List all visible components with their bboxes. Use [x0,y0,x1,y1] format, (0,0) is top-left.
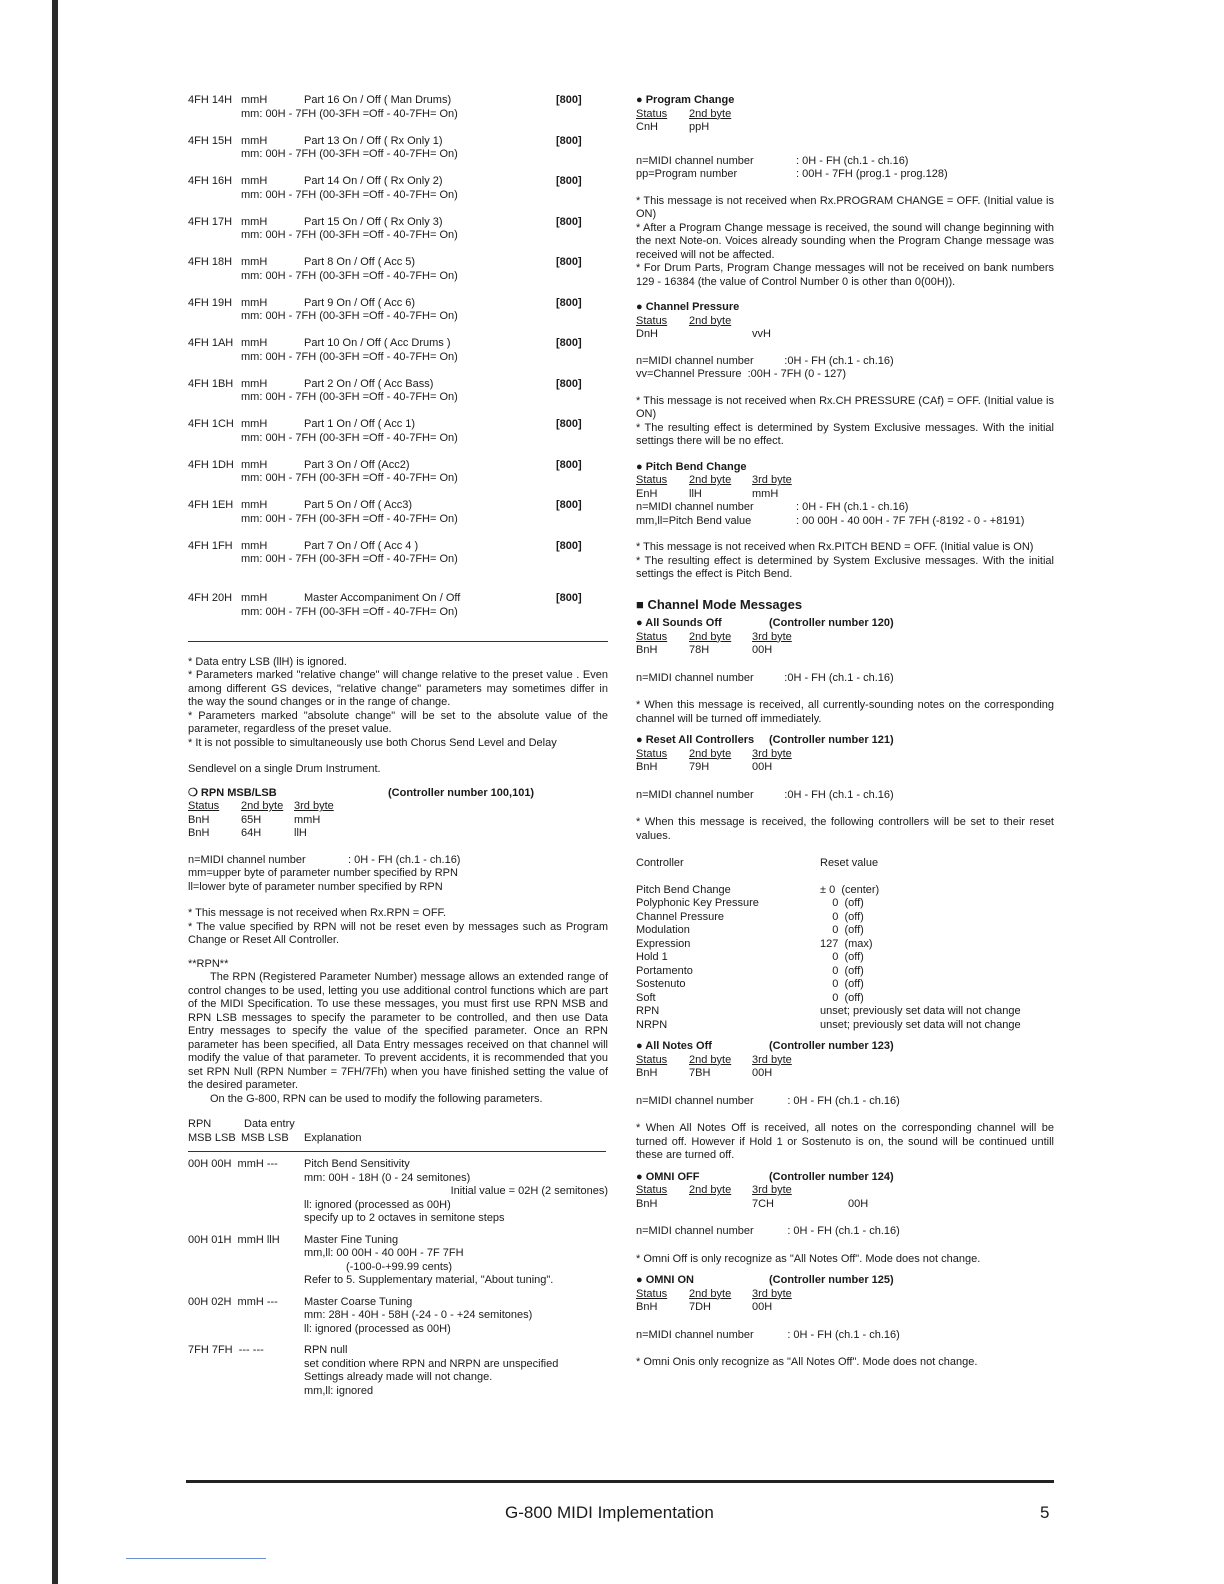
def-line: n=MIDI channel number :0H - FH (ch.1 - ch.16) [636,671,894,684]
rpn-address: 00H 00H mmH --- [188,1158,278,1170]
explanation-line: Master Coarse Tuning [304,1295,413,1308]
left-column [188,94,608,1406]
mode-controller: (Controller number 125) [769,1274,894,1286]
value-mm: mmH [241,418,268,430]
def-val: : 0H - FH (ch.1 - ch.16) [796,501,909,513]
def-line: vv=Channel Pressure :00H - 7FH (0 - 127) [636,368,847,380]
rpn-paragraph2: On the G-800, RPN can be used to modify the following parameters. [210,1092,543,1105]
cell: BnH [636,1301,658,1313]
part-row [188,297,608,338]
note: * The resulting effect is determined by System Exclusive messages. With the initial settings the effect is Pitch Bend. [636,554,1054,580]
explanation-line: RPN null [304,1344,348,1356]
page-number: 5 [1040,1503,1050,1522]
model-ref: [800] [556,175,582,187]
model-ref: [800] [556,418,582,430]
address: 4FH 16H [188,175,233,187]
hdr: Status [636,747,668,760]
mode-title: ● Reset All Controllers [636,734,755,746]
hdr: 2nd byte [689,1053,732,1066]
th: MSB LSB [241,1131,289,1144]
note: * When this message is received, the following controllers will be set to their reset values. [636,816,1054,842]
range: mm: 00H - 7FH (00-3FH =Off - 40-7FH= On) [241,269,458,282]
value-mm: mmH [241,337,268,349]
address: 4FH 18H [188,256,233,268]
mode-controller: (Controller number 124) [769,1170,894,1183]
cell: DnH [636,328,659,340]
model-ref: [800] [556,337,582,349]
controller-name: Soft [636,991,656,1004]
explanation-line: mm,ll: ignored [304,1384,374,1397]
part-name: Part 16 On / Off ( Man Drums) [304,94,452,106]
explanation-line: Master Fine Tuning [304,1233,399,1246]
value-mm: mmH [241,592,268,604]
cell: 00H [848,1197,869,1210]
model-ref: [800] [556,256,582,268]
hdr-2nd: 2nd byte [241,800,284,812]
rpn-row [188,1344,608,1398]
rpn-head: **RPN** [188,957,229,970]
address: 4FH 14H [188,94,233,106]
mode-controller: (Controller number 120) [769,617,894,629]
part-row [188,418,608,459]
explanation-line: Settings already made will not change. [304,1371,493,1383]
value-mm: mmH [241,458,268,471]
address: 4FH 1CH [188,418,234,430]
program-change-title: ● Program Change [636,94,735,106]
range: mm: 00H - 7FH (00-3FH =Off - 40-7FH= On) [241,553,458,565]
cell: 78H [689,644,710,656]
model-ref: [800] [556,592,582,604]
range: mm: 00H - 7FH (00-3FH =Off - 40-7FH= On) [241,188,458,201]
rpn-row [188,1296,608,1337]
cell: ppH [689,121,710,133]
reset-value: 0 (off) [820,897,864,909]
note: * This message is not received when Rx.CH PRESSURE (CAf) = OFF. (Initial value is ON) [636,394,1054,420]
mode-block-rac [636,734,1054,1032]
rpn-explanation [304,1234,608,1288]
def-line: mm=upper byte of parameter number specified by RPN [188,867,458,879]
rpn-section [188,787,608,1399]
explanation-line: mm: 00H - 18H (0 - 24 semitones) [304,1171,471,1184]
part-row [188,378,608,419]
th: Reset value [820,857,879,869]
address: 4FH 17H [188,215,233,228]
explanation-line: ll: ignored (processed as 00H) [304,1198,451,1211]
note: * The resulting effect is determined by System Exclusive messages. With the initial settings there will be no effect. [636,421,1054,447]
cell: vvH [752,328,771,340]
cell: BnH [636,644,658,656]
cell: CnH [636,121,659,133]
cell: mmH [294,813,321,826]
address: 4FH 1DH [188,458,234,471]
part-row [188,94,608,135]
range: mm: 00H - 7FH (00-3FH =Off - 40-7FH= On) [241,148,458,160]
hdr: 2nd byte [689,747,732,760]
reset-value: 0 (off) [820,964,864,977]
reset-value: 0 (off) [820,991,864,1004]
part-row [188,256,608,297]
part-name: Master Accompaniment On / Off [304,592,461,604]
hdr: Status [636,474,668,486]
rpn-explanation [304,1296,608,1337]
part-name: Part 9 On / Off ( Acc 6) [304,296,416,309]
note: * Parameters marked "absolute change" will be set to the absolute value of the parameter, regardless of the preset value. [188,709,608,735]
mode-block-omnioff [636,1171,1054,1267]
def-line: n=MIDI channel number : 0H - FH (ch.1 - ch.16) [636,1225,900,1237]
hdr: 3rd byte [752,474,792,486]
mode-title: ● All Sounds Off [636,617,722,629]
explanation-line: mm,ll: 00 00H - 40 00H - 7F 7FH [304,1247,464,1259]
hdr: Status [636,1184,668,1196]
note: * Parameters marked "relative change" will change relative to the preset value . Even among different GS devices, "relative change" parameters may sometimes differ in the way the sound changes or in the range of change. [188,669,608,708]
mode-title: ● All Notes Off [636,1040,712,1052]
range: mm: 00H - 7FH (00-3FH =Off - 40-7FH= On) [241,391,458,403]
part-row [188,175,608,216]
rpn-explanation [304,1344,608,1398]
reset-value: 0 (off) [820,924,864,936]
divider [188,641,608,642]
explanation-line: set condition where RPN and NRPN are unspecified [304,1357,559,1370]
controller-name: NRPN [636,1018,668,1031]
note: * Omni Onis only recognize as "All Notes Off". Mode does not change. [636,1356,978,1368]
part-list [188,94,608,633]
mode-block-omnion [636,1274,1054,1370]
def-key: pp=Program number [636,168,738,180]
model-ref: [800] [556,134,582,147]
value-mm: mmH [241,134,268,147]
part-name: Part 1 On / Off ( Acc 1) [304,418,416,430]
mode-title: ● OMNI OFF [636,1170,700,1183]
th: Data entry [244,1118,295,1130]
def-line: n=MIDI channel number :0H - FH (ch.1 - ch.16) [636,354,894,367]
controller-name: Expression [636,937,691,950]
part-name: Part 14 On / Off ( Rx Only 2) [304,175,443,187]
controller-name: Hold 1 [636,951,668,963]
mode-blocks [636,617,1054,1370]
note: * Omni Off is only recognize as "All Notes Off". Mode does not change. [636,1252,981,1265]
mode-controller: (Controller number 123) [769,1040,894,1052]
th: MSB LSB [188,1131,236,1144]
hdr: 3rd byte [752,1184,792,1196]
model-ref: [800] [556,539,582,552]
value-mm: mmH [241,296,268,309]
def-line: n=MIDI channel number : 0H - FH (ch.1 - ch.16) [636,1328,900,1341]
hdr: Status [636,630,668,643]
note: * Data entry LSB (llH) is ignored. [188,655,347,668]
value-mm: mmH [241,377,268,390]
note: * This message is not received when Rx.PITCH BEND = OFF. (Initial value is ON) [636,541,1034,553]
address: 4FH 1FH [188,539,233,552]
rpn-paragraph: The RPN (Registered Parameter Number) message allows an extended range of control changes to be used, letting you use additional control functions which are part of the MIDI Specification. To use these messages, you must first use RPN MSB and RPN LSB messages to specify the parameter to be controlled, and then use Data Entry messages to specify the value of the specified parameter. Once an RPN parameter has been specified, all Data Entry messages received on that channel will modify the value of that parameter. To prevent accidents, it is recommended that you set RPN Null (RPN Number = 7FH/7Fh) when you have finished setting the value of the desired parameter. [188,971,608,1091]
hdr: Status [636,314,668,327]
cell: 7DH [689,1301,712,1313]
th: Controller [636,857,684,869]
cell: 00H [752,644,773,656]
cell: BnH [636,1067,658,1079]
controller-name: Polyphonic Key Pressure [636,897,759,909]
note: * When All Notes Off is received, all notes on the corresponding channel will be turned off. However if Hold 1 or Sostenuto is on, the sound will be continued untill these are turned off. [636,1122,1054,1161]
value-mm: mmH [241,94,268,106]
cell: llH [294,827,307,839]
rpn-row [188,1158,608,1226]
th: Explanation [304,1131,362,1144]
explanation-line: mm: 28H - 40H - 58H (-24 - 0 - +24 semitones) [304,1309,533,1321]
scan-edge [52,0,58,1584]
def-key: n=MIDI channel number [636,501,754,513]
def-key: n=MIDI channel number [188,853,306,866]
cell: 00H [752,1067,773,1079]
part-name: Part 15 On / Off ( Rx Only 3) [304,215,443,228]
rpn-row [188,1234,608,1288]
reset-value: 127 (max) [820,937,873,950]
hdr: Status [636,1053,668,1066]
address: 4FH 1AH [188,337,234,349]
part-row [188,337,608,378]
part-row [188,540,608,581]
range: mm: 00H - 7FH (00-3FH =Off - 40-7FH= On) [241,431,458,444]
hdr: 3rd byte [752,630,792,643]
def-line: n=MIDI channel number : 0H - FH (ch.1 - ch.16) [636,1094,900,1107]
rpn-controller: (Controller number 100,101) [388,786,535,799]
value-mm: mmH [241,215,268,228]
explanation-line: Refer to 5. Supplementary material, "About tuning". [304,1274,554,1286]
cell: 00H [752,761,773,773]
def-val: : 00 00H - 40 00H - 7F 7FH (-8192 - 0 - +8191) [796,514,1025,527]
note: * The value specified by RPN will not be reset even by messages such as Program Change or Reset All Controller. [188,920,608,946]
range: mm: 00H - 7FH (00-3FH =Off - 40-7FH= On) [241,472,458,484]
cell: 79H [689,761,710,773]
def-key: mm,ll=Pitch Bend value [636,514,752,527]
cell: BnH [636,1197,658,1210]
model-ref: [800] [556,215,582,228]
def-val: : 00H - 7FH (prog.1 - prog.128) [796,168,948,180]
notes [188,656,608,777]
part-name: Part 8 On / Off ( Acc 5) [304,256,416,268]
mode-block-aso [636,617,1054,726]
range: mm: 00H - 7FH (00-3FH =Off - 40-7FH= On) [241,512,458,525]
controller-name: Portamento [636,964,693,977]
hdr: 3rd byte [752,1053,792,1066]
range: mm: 00H - 7FH (00-3FH =Off - 40-7FH= On) [241,310,458,322]
part-row [188,135,608,176]
range: mm: 00H - 7FH (00-3FH =Off - 40-7FH= On) [241,229,458,241]
value-mm: mmH [241,256,268,268]
hdr: 2nd byte [689,1184,732,1196]
reset-value: ± 0 (center) [820,883,880,896]
reset-value: 0 (off) [820,951,864,963]
cell: 64H [241,827,262,839]
def-val: : 0H - FH (ch.1 - ch.16) [796,154,909,167]
address: 4FH 15H [188,134,233,147]
cell: EnH [636,487,658,500]
cell: BnH [188,827,210,839]
hdr: 3rd byte [752,747,792,760]
part-row [188,499,608,540]
footer-rule [186,1480,1054,1483]
part-name: Part 13 On / Off ( Rx Only 1) [304,134,443,147]
rpn-address: 7FH 7FH --- --- [188,1344,264,1356]
note: * For Drum Parts, Program Change messages will not be received on bank numbers 129 - 16384 (the value of Control Number 0 is other than 0(00H)). [636,262,1054,288]
rpn-title: ❍ RPN MSB/LSB [188,786,277,799]
cell: 00H [752,1301,773,1313]
channel-pressure-title: ● Channel Pressure [636,301,740,313]
part-name: Part 7 On / Off ( Acc 4 ) [304,539,419,552]
model-ref: [800] [556,296,582,309]
value-mm: mmH [241,539,268,552]
right-column [636,94,1054,1378]
value-mm: mmH [241,175,268,187]
rpn-address: 00H 01H mmH llH [188,1233,280,1246]
table-rule [188,1151,606,1152]
cell: llH [689,487,702,500]
def-line: n=MIDI channel number :0H - FH (ch.1 - ch.16) [636,788,894,801]
hdr-3rd: 3rd byte [294,800,334,812]
hdr: 2nd byte [689,630,732,643]
controller-name: Sostenuto [636,978,686,990]
mode-block-ano [636,1040,1054,1163]
reset-value: 0 (off) [820,910,864,923]
controller-name: Channel Pressure [636,910,725,923]
hdr: 3rd byte [752,1287,792,1300]
note: * This message is not received when Rx.RPN = OFF. [188,907,447,919]
model-ref: [800] [556,458,582,471]
note: * After a Program Change message is received, the sound will change beginning with the next Note-on. Voices already sounding when the Program Change message was received will not be affected. [636,221,1054,261]
part-row [188,592,608,633]
th: RPN [188,1118,212,1130]
note: * It is not possible to simultaneously use both Chorus Send Level and Delay [188,736,557,749]
def-key: n=MIDI channel number [636,154,754,167]
cell: 7CH [752,1197,775,1210]
range: mm: 00H - 7FH (00-3FH =Off - 40-7FH= On) [241,107,458,120]
note: * When this message is received, all currently-sounding notes on the corresponding channel will be turned off immediately. [636,699,1054,725]
part-name: Part 10 On / Off ( Acc Drums ) [304,337,451,349]
address: 4FH 19H [188,296,233,309]
range: mm: 00H - 7FH (00-3FH =Off - 40-7FH= On) [241,605,458,618]
address: 4FH 1BH [188,377,234,390]
hdr-status: Status [188,800,220,812]
mode-controller: (Controller number 121) [769,734,894,746]
mode-title: ● OMNI ON [636,1274,694,1286]
rpn-address: 00H 02H mmH --- [188,1295,278,1308]
explanation-line: Pitch Bend Sensitivity [304,1158,410,1170]
value-mm: mmH [241,499,268,511]
part-row [188,216,608,257]
note: * This message is not received when Rx.PROGRAM CHANGE = OFF. (Initial value is ON) [636,194,1054,220]
controller-name: Pitch Bend Change [636,883,731,896]
footer-title: G-800 MIDI Implementation [505,1503,714,1522]
rpn-table [188,1158,608,1398]
hdr: 2nd byte [689,314,732,327]
explanation-line: (-100-0-+99.99 cents) [346,1260,453,1273]
part-name: Part 2 On / Off ( Acc Bass) [304,377,434,390]
reset-value: unset; previously set data will not change [820,1018,1021,1031]
scan-mark [126,1558,266,1559]
hdr: Status [636,1287,668,1300]
cell: 65H [241,813,262,826]
def-line: ll=lower byte of parameter number specified by RPN [188,880,443,893]
model-ref: [800] [556,499,582,511]
explanation-line: ll: ignored (processed as 00H) [304,1322,451,1335]
explanation-line: Initial value = 02H (2 semitones) [450,1185,608,1197]
reset-value: unset; previously set data will not change [820,1005,1021,1017]
cell [689,1198,752,1212]
hdr: 2nd byte [689,1287,732,1300]
range: mm: 00H - 7FH (00-3FH =Off - 40-7FH= On) [241,350,458,363]
note: Sendlevel on a single Drum Instrument. [188,763,381,775]
address: 4FH 1EH [188,499,234,511]
rpn-explanation [304,1158,608,1226]
hdr: Status [636,107,668,120]
def-val: : 0H - FH (ch.1 - ch.16) [348,853,461,866]
part-name: Part 5 On / Off ( Acc3) [304,499,413,511]
hdr: 2nd byte [689,474,732,486]
controller-name: RPN [636,1005,660,1017]
part-name: Part 3 On / Off (Acc2) [304,458,410,471]
address: 4FH 20H [188,592,233,604]
part-row [188,459,608,500]
cell: mmH [752,487,779,500]
cell: BnH [636,761,658,773]
pitch-bend-title: ● Pitch Bend Change [636,460,747,473]
controller-name: Modulation [636,924,690,936]
cell: 7BH [689,1067,711,1079]
explanation-line: specify up to 2 octaves in semitone steps [304,1212,505,1224]
model-ref: [800] [556,377,582,390]
channel-mode-title: ■ Channel Mode Messages [636,596,803,612]
cell: BnH [188,813,210,826]
reset-value: 0 (off) [820,978,864,990]
hdr: 2nd byte [689,107,732,120]
model-ref: [800] [556,94,582,106]
